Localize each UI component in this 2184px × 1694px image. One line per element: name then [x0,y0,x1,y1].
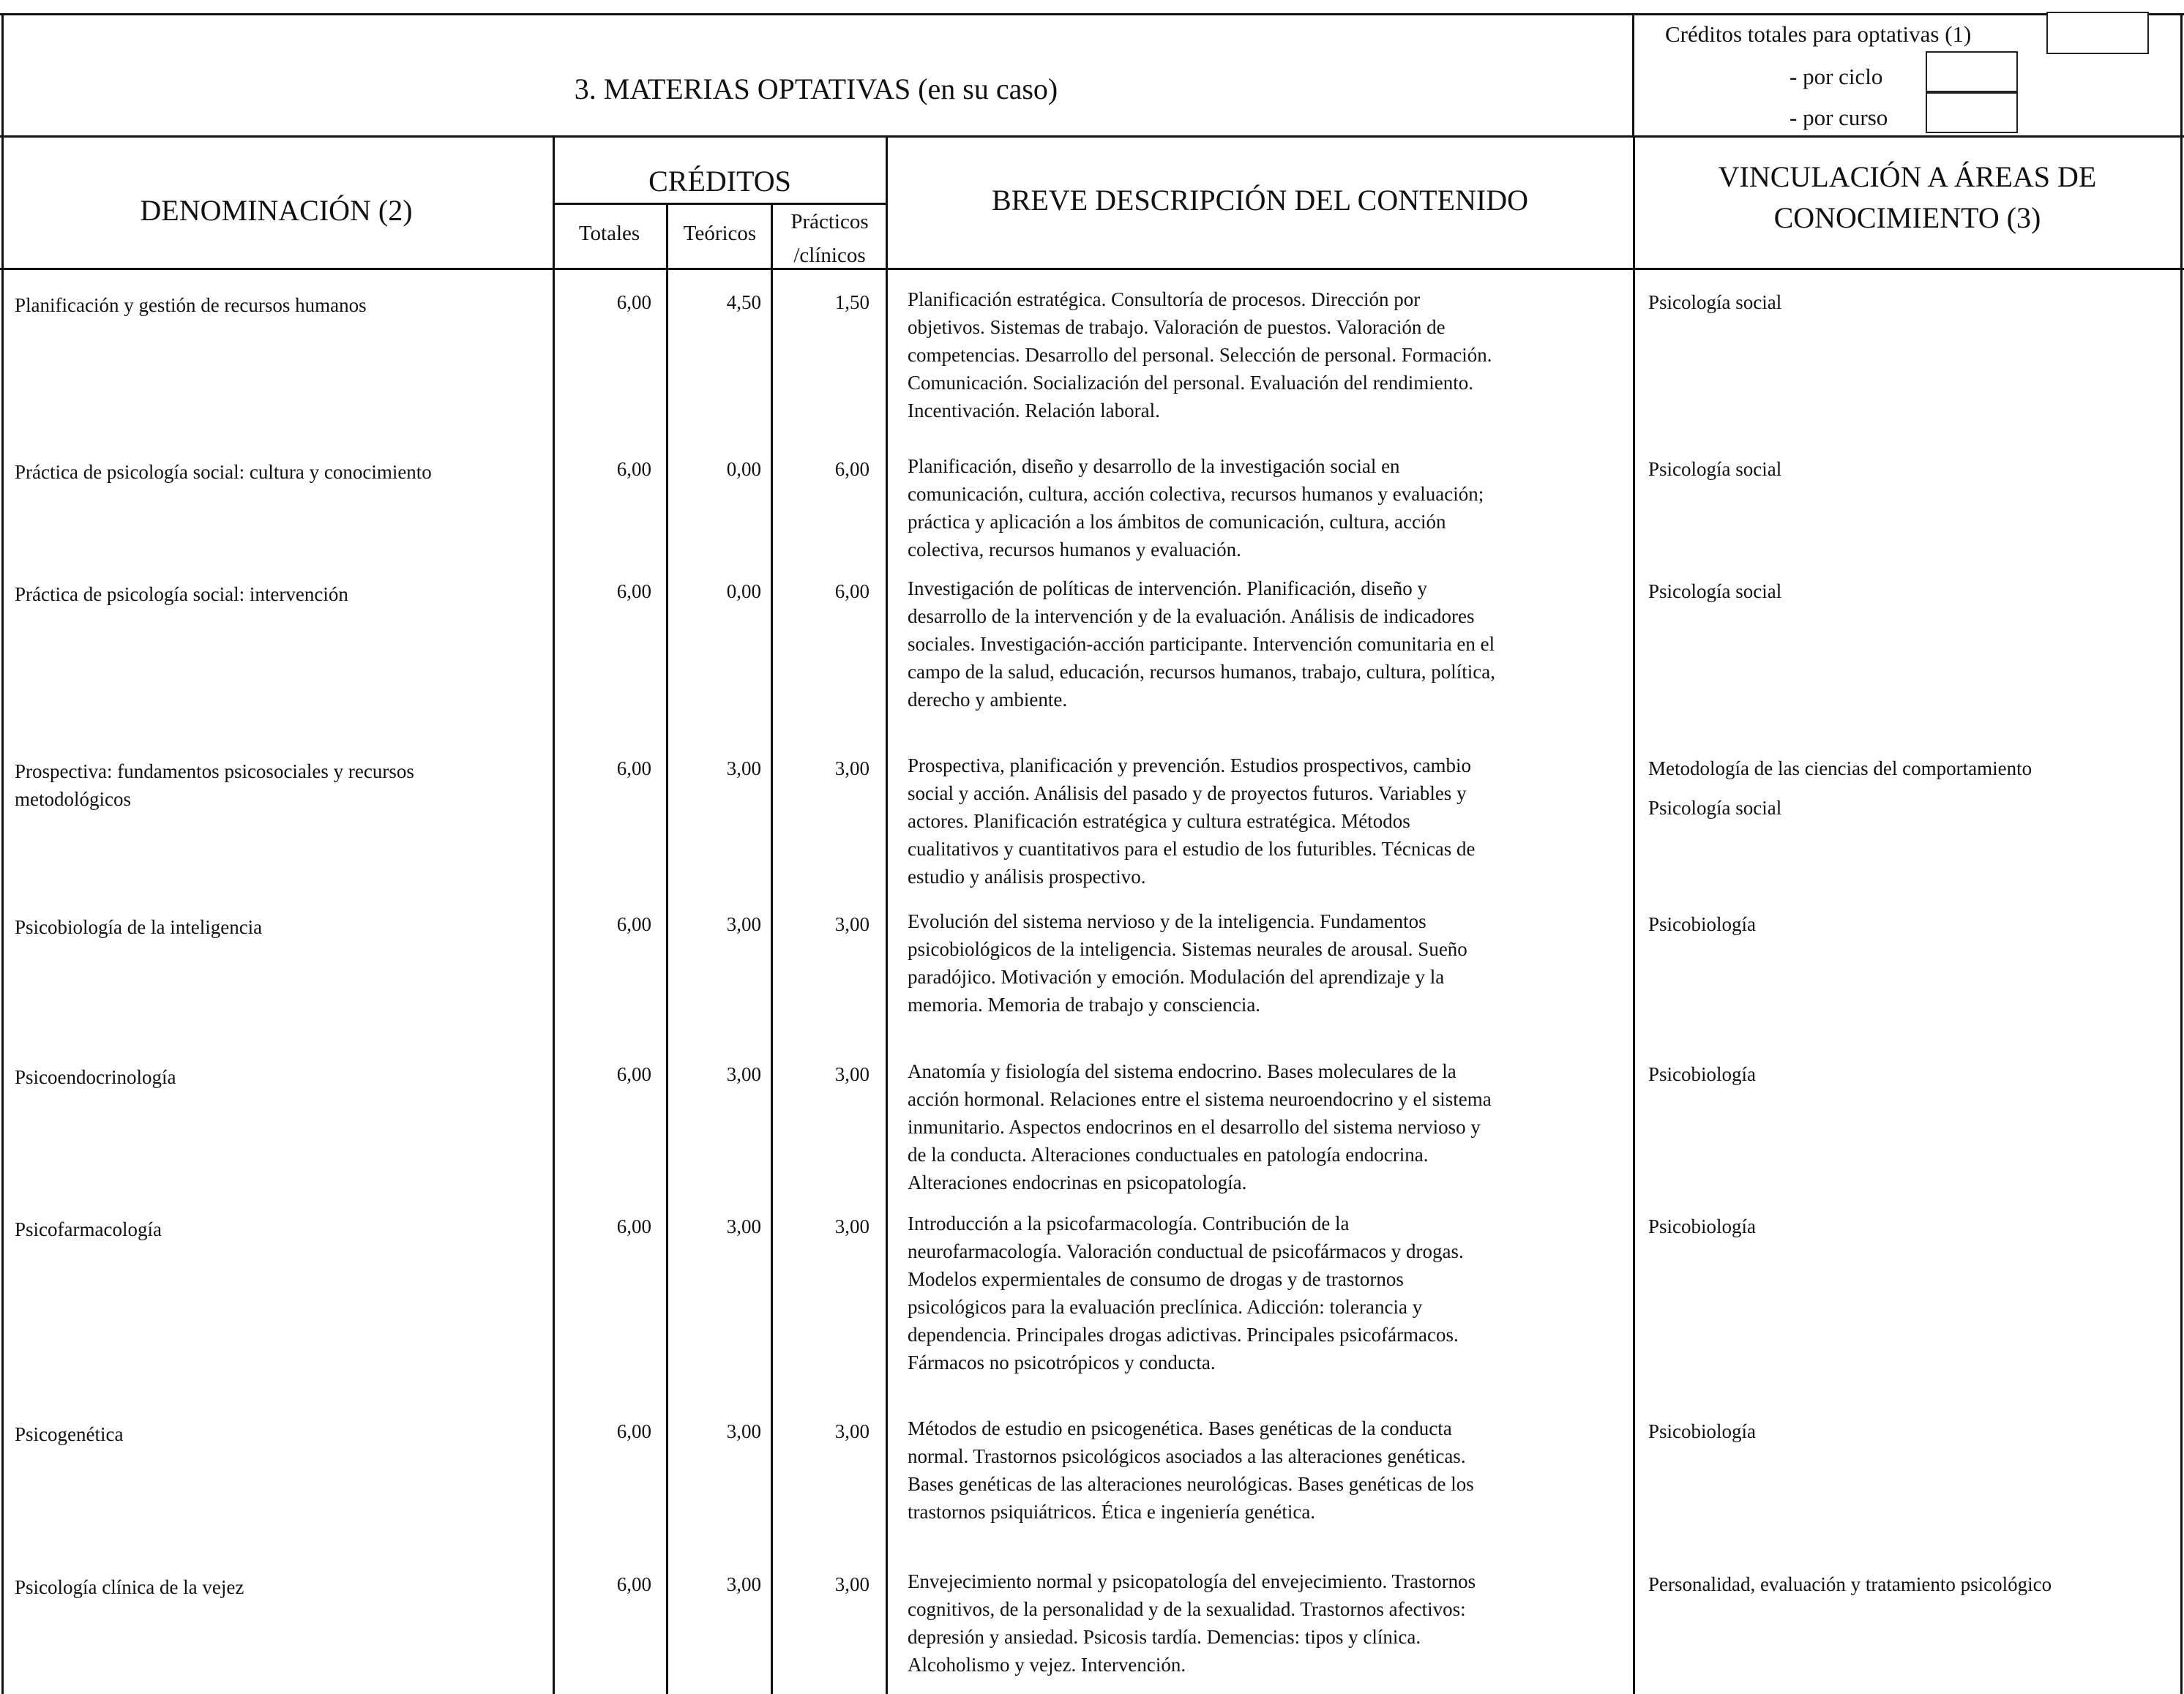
row-area-line: Psicología social [1648,291,1782,313]
row-description-line: Envejecimiento normal y psicopatología del envejecimiento. Trastornos [908,1570,1476,1592]
row-description-line: actores. Planificación estratégica y cultura estratégica. Métodos [908,810,1410,832]
col-line-practice [886,135,888,1694]
row-description [908,907,1628,1019]
row-areas [1648,1054,2175,1094]
row-theory-credits: 4,50 [726,291,761,313]
row-description-line: colectiva, recursos humanos y evaluación. [908,539,1241,561]
col-header-practice-line2: /clínicos [793,244,866,267]
row-theory-credits: 3,00 [726,757,761,779]
row-description-line: Anatomía y fisiología del sistema endocrino. Bases moleculares de la [908,1060,1456,1082]
col-line-totals [666,203,668,1694]
row-name-line: Práctica de psicología social: intervención [15,583,348,605]
row-theory-credits: 3,00 [726,1215,761,1237]
row-description-line: dependencia. Principales drogas adictivas. Principales psicofármacos. [908,1324,1459,1346]
row-description-line: normal. Trastornos psicológicos asociados a las alteraciones genéticas. [908,1445,1466,1467]
row-theory-credits: 3,00 [726,1063,761,1085]
row-description-line: Métodos de estudio en psicogenética. Bases genéticas de la conducta [908,1417,1452,1439]
col-header-theory: Teóricos [683,222,757,245]
col-header-credits: CRÉDITOS [648,165,791,198]
row-name-line: Psicogenética [15,1423,124,1445]
row-total-credits: 6,00 [616,1420,651,1442]
row-description-line: desarrollo de la intervención y de la evaluación. Análisis de indicadores [908,605,1475,627]
row-theory-credits: 0,00 [726,580,761,602]
row-practice-credits: 6,00 [834,580,870,602]
row-description-line: memoria. Memoria de trabajo y consciencia. [908,994,1261,1016]
per-cycle-label: - por ciclo [1790,64,1883,89]
row-name-line: Planificación y gestión de recursos humanos [15,294,367,316]
col-header-areas-line2: CONOCIMIENTO (3) [1773,201,2041,234]
per-course-label: - por curso [1790,105,1888,130]
row-total-credits: 6,00 [616,1573,651,1595]
row-name-line: Psicoendocrinología [15,1066,176,1088]
row-total-credits: 6,00 [616,1215,651,1237]
col-header-practice-line1: Prácticos [790,210,869,233]
row-description-line: Investigación de políticas de intervención. Planificación, diseño y [908,577,1428,599]
row-description-line: inmunitario. Aspectos endocrinos en el desarrollo del sistema nervioso y [908,1116,1481,1138]
row-name-line: Psicofarmacología [15,1218,162,1240]
row-practice-credits: 3,00 [834,1063,870,1085]
row-description-line: Evolución del sistema nervioso y de la inteligencia. Fundamentos [908,910,1426,932]
row-description-line: trastornos psiquiátricos. Ética e ingeniería genética. [908,1501,1316,1523]
row-total-credits: 6,00 [616,1063,651,1085]
row-description-line: depresión y ansiedad. Psicosis tardía. Demencias: tipos y clínica. [908,1626,1421,1648]
col-header-areas-line1: VINCULACIÓN A ÁREAS DE [1718,160,2097,193]
row-areas [1648,1412,2175,1451]
row-area-line: Psicobiología [1648,1063,1756,1085]
row-theory-credits: 3,00 [726,913,761,935]
row-area-line: Psicobiología [1648,1215,1756,1237]
row-area-line: Psicobiología [1648,913,1756,935]
frame-left [1,13,4,1694]
row-name-line: Psicología clínica de la vejez [15,1576,244,1598]
row-description-line: neurofarmacología. Valoración conductual de psicofármacos y drogas. [908,1240,1464,1262]
row-areas [1648,1207,2175,1246]
row-areas [1648,282,2175,322]
per-course-box[interactable] [1926,92,2018,133]
col-header-description: BREVE DESCRIPCIÓN DEL CONTENIDO [992,184,1528,217]
row-practice-credits: 3,00 [834,1215,870,1237]
col-line-theory [771,203,773,1694]
row-description-line: Alcoholismo y vejez. Intervención. [908,1654,1186,1676]
frame-top [0,13,2184,15]
col-header-denomination: DENOMINACIÓN (2) [140,194,413,227]
frame-right [2180,13,2183,1694]
row-name [15,1215,542,1243]
row-name [15,1063,542,1091]
total-credits-label: Créditos totales para optativas (1) [1665,21,1972,47]
row-description-line: campo de la salud, educación, recursos humanos, trabajo, cultura, política, [908,661,1495,683]
per-cycle-box[interactable] [1926,51,2018,92]
row-name [15,913,542,941]
row-area-line: Psicología social [1648,797,1782,819]
row-description [908,1567,1628,1679]
column-header-bottom-line [0,268,2184,270]
row-total-credits: 6,00 [616,291,651,313]
row-name [15,458,542,486]
row-description-line: sociales. Investigación-acción participante. Intervención comunitaria en el [908,633,1495,655]
row-description-line: de la conducta. Alteraciones conductuales en patología endocrina. [908,1144,1429,1166]
row-total-credits: 6,00 [616,757,651,779]
row-description [908,1210,1628,1376]
row-description [908,452,1628,563]
row-description [908,752,1628,891]
row-description-line: estudio y análisis prospectivo. [908,866,1146,888]
row-practice-credits: 3,00 [834,913,870,935]
total-credits-box[interactable] [2046,12,2149,54]
header-divider [1632,13,1634,136]
row-area-line: Psicología social [1648,458,1782,480]
row-description-line: Introducción a la psicofarmacología. Contribución de la [908,1213,1350,1234]
col-line-description [1633,135,1635,1694]
row-total-credits: 6,00 [616,580,651,602]
row-description-line: comunicación, cultura, acción colectiva, recursos humanos y evaluación; [908,483,1484,505]
row-area-line: Psicología social [1648,580,1782,602]
row-description-line: Modelos expermientales de consumo de drogas y de trastornos [908,1268,1404,1290]
row-description-line: Planificación, diseño y desarrollo de la investigación social en [908,455,1400,477]
row-area-line: Personalidad, evaluación y tratamiento psicológico [1648,1573,2052,1595]
row-name [15,757,542,813]
col-header-totals: Totales [578,222,640,245]
row-description [908,1414,1628,1526]
row-name-line: Psicobiología de la inteligencia [15,916,263,938]
row-area-line: Metodología de las ciencias del comportamiento [1648,757,2032,779]
header-bottom-line [0,135,2184,138]
section-title: 3. MATERIAS OPTATIVAS (en su caso) [574,72,1058,105]
row-practice-credits: 1,50 [834,291,870,313]
row-areas [1648,449,2175,489]
row-description-line: Bases genéticas de las alteraciones neurológicas. Bases genéticas de los [908,1473,1474,1495]
row-name-line: Prospectiva: fundamentos psicosociales y recursos [15,760,414,782]
row-description-line: psicobiológicos de la inteligencia. Sistemas neurales de arousal. Sueño [908,938,1467,960]
row-description-line: cualitativos y cuantitativos para el estudio de los futuribles. Técnicas de [908,838,1476,860]
row-total-credits: 6,00 [616,913,651,935]
row-theory-credits: 3,00 [726,1420,761,1442]
row-areas [1648,571,2175,611]
row-description-line: acción hormonal. Relaciones entre el sistema neuroendocrino y el sistema [908,1088,1492,1110]
row-areas [1648,904,2175,944]
row-name [15,1573,542,1601]
row-theory-credits: 0,00 [726,458,761,480]
row-description-line: derecho y ambiente. [908,689,1068,711]
col-line-denomination [553,135,555,1694]
row-area-line: Psicobiología [1648,1420,1756,1442]
row-description-line: Prospectiva, planificación y prevención. Estudios prospectivos, cambio [908,754,1472,776]
row-name [15,291,542,319]
row-description-line: Planificación estratégica. Consultoría de procesos. Dirección por [908,288,1421,310]
row-description-line: práctica y aplicación a los ámbitos de comunicación, cultura, acción [908,511,1446,533]
row-name-line: metodológicos [15,788,131,810]
row-description [908,285,1628,424]
row-description-line: social y acción. Análisis del pasado y de proyectos futuros. Variables y [908,782,1467,804]
row-areas [1648,1564,2175,1604]
row-description-line: Fármacos no psicotrópicos y conducta. [908,1352,1216,1373]
row-practice-credits: 3,00 [834,757,870,779]
row-theory-credits: 3,00 [726,1573,761,1595]
row-description-line: objetivos. Sistemas de trabajo. Valoración de puestos. Valoración de [908,316,1446,338]
row-description-line: Alteraciones endocrinas en psicopatología. [908,1172,1247,1193]
credits-subheader-line [553,203,887,205]
row-practice-credits: 3,00 [834,1573,870,1595]
row-description-line: Comunicación. Socialización del personal. Evaluación del rendimiento. [908,372,1474,394]
row-name-line: Práctica de psicología social: cultura y conocimiento [15,461,432,483]
row-description-line: competencias. Desarrollo del personal. Selección de personal. Formación. [908,344,1492,366]
row-total-credits: 6,00 [616,458,651,480]
row-description-line: paradójico. Motivación y emoción. Modulación del aprendizaje y la [908,966,1445,988]
row-name [15,1420,542,1448]
row-name [15,580,542,608]
row-description-line: cognitivos, de la personalidad y de la sexualidad. Trastornos afectivos: [908,1598,1466,1620]
row-areas [1648,749,2175,828]
row-description-line: psicológicos para la evaluación preclínica. Adicción: tolerancia y [908,1296,1423,1318]
row-description [908,574,1628,713]
row-description-line: Incentivación. Relación laboral. [908,400,1160,421]
row-practice-credits: 3,00 [834,1420,870,1442]
row-description [908,1057,1628,1196]
row-practice-credits: 6,00 [834,458,870,480]
